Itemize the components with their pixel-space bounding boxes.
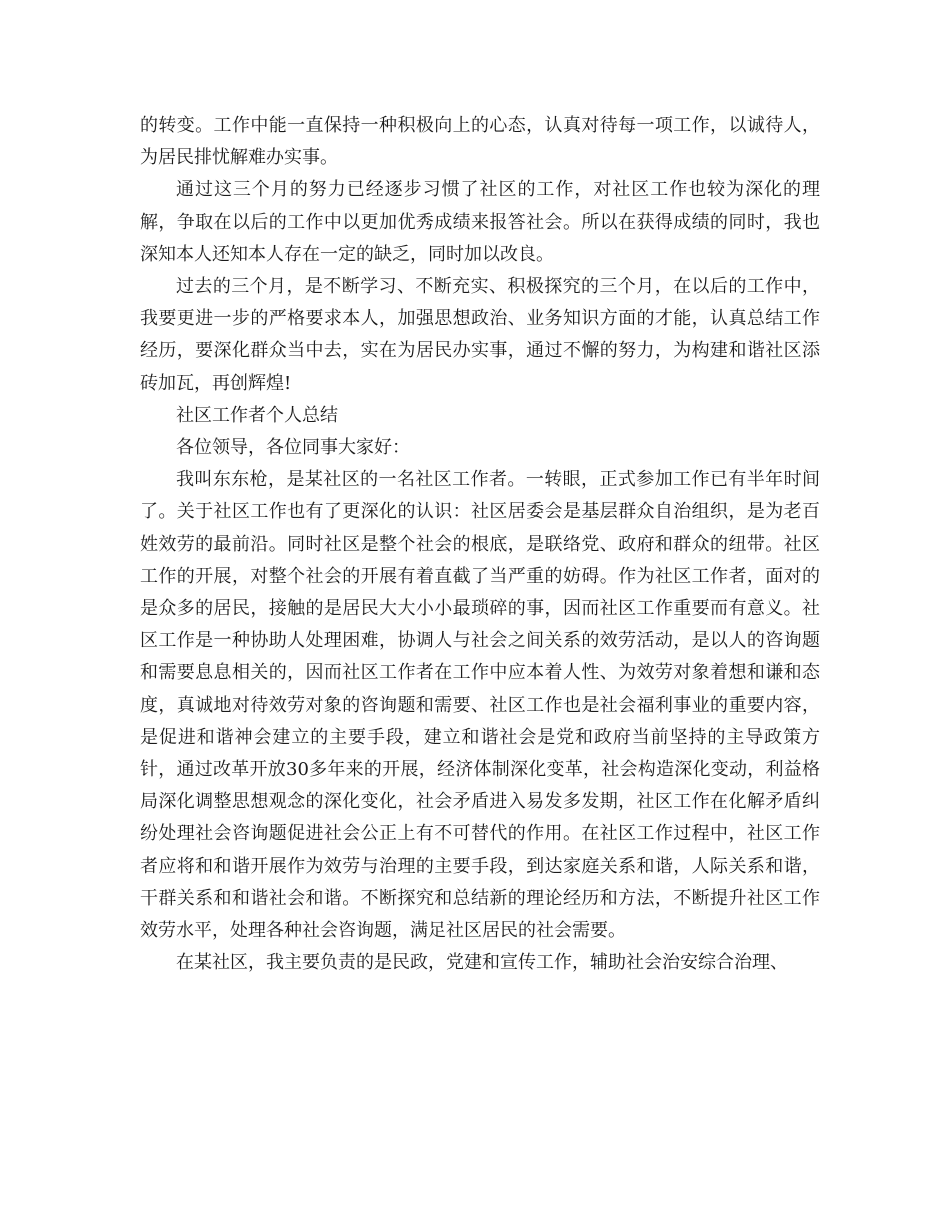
- section-heading: 社区工作者个人总结: [176, 404, 338, 426]
- paragraph-responsibilities: 在某社区，我主要负责的是民政，党建和宣传工作，辅助社会治安综合治理、: [176, 952, 788, 974]
- paragraph-past-three-months: 过去的三个月，是不断学习、不断充实、积极探究的三个月，在以后的工作中，我要更进一步的严格要求本人，加强思想政治、业务知识方面的才能，认真总结工作经历，要深化群众当中去，实在为居民办实事，通过不懈的努力，为构建和谐社区添砖加瓦，再创辉煌!: [140, 276, 820, 394]
- document-page: [140, 110, 820, 979]
- paragraph-three-months-progress: 通过这三个月的努力已经逐步习惯了社区的工作，对社区工作也较为深化的理解，争取在以后的工作中以更加优秀成绩来报答社会。所以在获得成绩的同时，我也深知本人还知本人存在一定的缺乏，同时加以改良。: [140, 179, 820, 265]
- paragraph-introduction: 我叫东东枪，是某社区的一名社区工作者。一转眼，正式参加工作已有半年时间了。关于社区工作也有了更深化的认识：社区居委会是基层群众自治组织，是为老百姓效劳的最前沿。同时社区是整个社会的根底，是联络党、政府和群众的纽带。社区工作的开展，对整个社会的开展有着直截了当严重的妨碍。作为社区工作者，面对的是众多的居民，接触的是居民大大小小最琐碎的事，因而社区工作重要而有意义。社区工作是一种协助人处理困难，协调人与社会之间关系的效劳活动，是以人的咨询题和需要息息相关的，因而社区工作者在工作中应本着人性、为效劳对象着想和谦和态度，真诚地对待效劳对象的咨询题和需要、社区工作也是社会福利事业的重要内容，是促进和谐神会建立的主要手段，建立和谐社会是党和政府当前坚持的主导政策方针，通过改革开放30多年来的开展，经济体制深化变革，社会构造深化变动，利益格局深化调整思想观念的深化变化，社会矛盾进入易发多发期，社区工作在化解矛盾纠纷处理社会咨询题促进社会公正上有不可替代的作用。在社区工作过程中，社区工作者应将和和谐开展作为效劳与治理的主要手段，到达家庭关系和谐，人际关系和谐，干群关系和和谐社会和谐。不断探究和总结新的理论经历和方法，不断提升社区工作效劳水平，处理各种社会咨询题，满足社区居民的社会需要。: [140, 469, 820, 942]
- paragraph-continuation: 的转变。工作中能一直保持一种积极向上的心态，认真对待每一项工作，以诚待人，为居民排忧解难办实事。: [140, 115, 820, 169]
- greeting-line: 各位领导，各位同事大家好：: [176, 437, 410, 459]
